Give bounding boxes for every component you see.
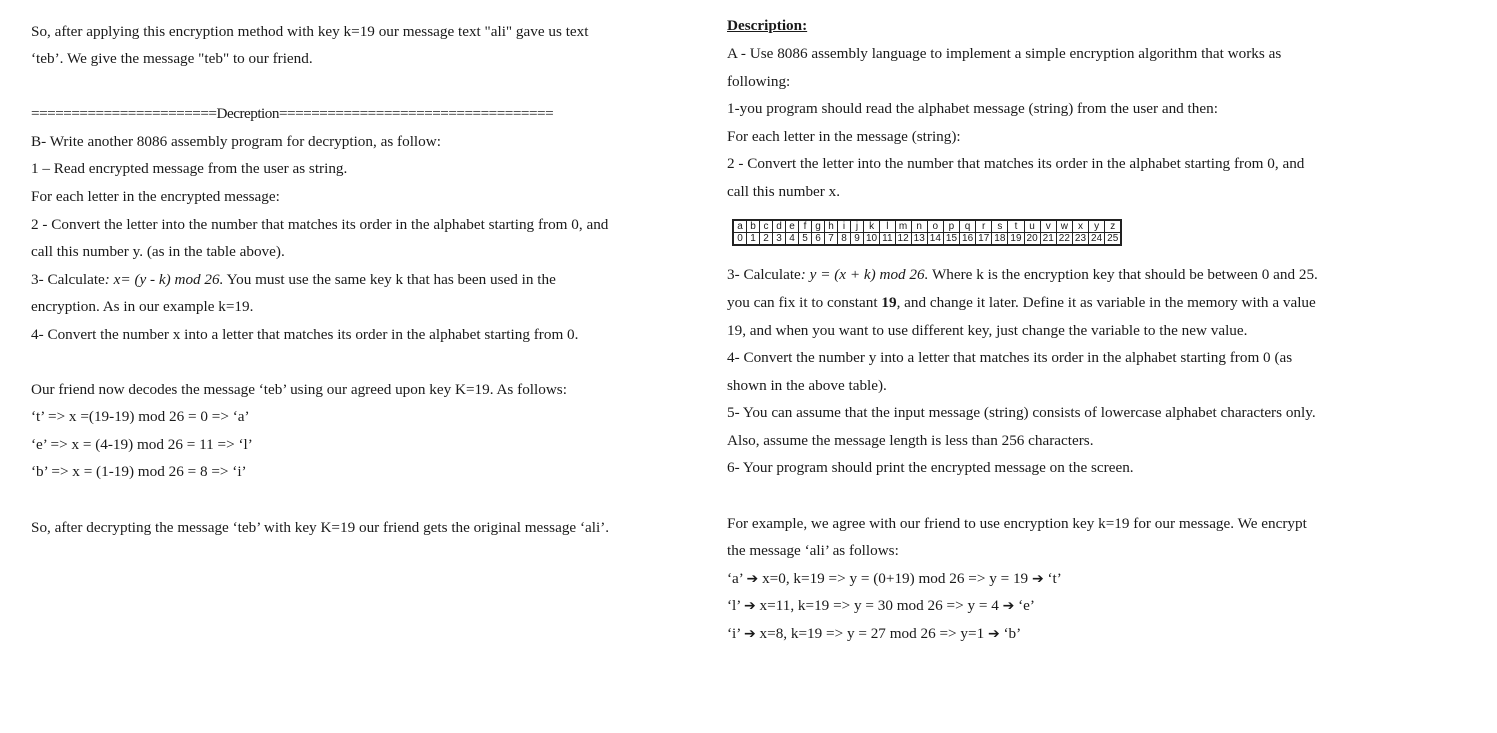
alphabet-number-cell: 6: [812, 233, 825, 246]
ex1-post: ‘t’: [1043, 570, 1062, 587]
part-a-line-1: A - Use 8086 assembly language to implement a simple encryption algorithm that works as: [727, 45, 1282, 62]
alphabet-number-cell: 13: [911, 233, 927, 246]
decrypt-example-2: ‘e’ => x = (4-19) mod 26 = 11 => ‘l’: [31, 436, 253, 453]
decrypt-example-3: ‘b’ => x = (1-19) mod 26 = 8 => ‘i’: [31, 463, 247, 480]
encrypt-step-6: 6- Your program should print the encrypted message on the screen.: [727, 459, 1134, 476]
arrow-icon: ➔: [1002, 598, 1015, 614]
alphabet-number-cell: 14: [927, 233, 943, 246]
decrypt-step-1: 1 – Read encrypted message from the user as string.: [31, 160, 348, 177]
decrypt-step-4: 4- Convert the number x into a letter that matches its order in the alphabet starting from 0.: [31, 326, 579, 343]
alphabet-number-cell: 7: [825, 233, 838, 246]
alphabet-number-cell: 0: [733, 233, 747, 246]
encrypt-step-2-line-1: 2 - Convert the letter into the number that matches its order in the alphabet starting from 0, and: [727, 155, 1305, 172]
summary-decrypt: So, after decrypting the message ‘teb’ with key K=19 our friend gets the original message ‘ali’.: [31, 519, 610, 536]
decrypt-step-2-line-1: 2 - Convert the letter into the number that matches its order in the alphabet starting from 0, and: [31, 216, 609, 233]
alphabet-number-cell: 5: [799, 233, 812, 246]
alphabet-letter-cell: l: [880, 220, 895, 233]
alphabet-letter-cell: y: [1089, 220, 1105, 233]
alphabet-number-cell: 17: [976, 233, 992, 246]
encrypt-example-2: [727, 596, 1035, 616]
s3-prefix: 3- Calculate: [727, 266, 801, 283]
step3-prefix: 3- Calculate: [31, 271, 105, 288]
alphabet-number-cell: 1: [747, 233, 760, 246]
ex3-post: ‘b’: [999, 625, 1022, 642]
alphabet-letter-cell: o: [927, 220, 943, 233]
alphabet-numbers-row: [733, 233, 1121, 246]
alphabet-letter-cell: d: [773, 220, 786, 233]
s3-rest: Where k is the encryption key that should be between 0 and 25.: [928, 266, 1318, 283]
alphabet-letter-cell: p: [943, 220, 959, 233]
decrypt-for-each: For each letter in the encrypted message:: [31, 188, 280, 205]
alphabet-letter-cell: q: [960, 220, 976, 233]
part-a-line-2: following:: [727, 73, 791, 90]
encrypt-example-1: [727, 569, 1062, 589]
summary-encrypt-line-1: So, after applying this encryption method with key k=19 our message text "ali" gave us text: [31, 23, 589, 40]
alphabet-letter-cell: w: [1056, 220, 1072, 233]
alphabet-letter-cell: u: [1024, 220, 1040, 233]
encrypt-step-3-line-3: 19, and when you want to use different key, just change the variable to the new value.: [727, 322, 1248, 339]
ex3-mid: x=8, k=19 => y = 27 mod 26 => y=1: [755, 625, 988, 642]
friend-decodes: Our friend now decodes the message ‘teb’ using our agreed upon key K=19. As follows:: [31, 381, 567, 398]
alphabet-letter-cell: g: [812, 220, 825, 233]
alphabet-letter-cell: n: [911, 220, 927, 233]
encrypt-step-5-line-2: Also, assume the message length is less than 256 characters.: [727, 432, 1094, 449]
ex1-mid: x=0, k=19 => y = (0+19) mod 26 => y = 19: [758, 570, 1032, 587]
alphabet-number-cell: 18: [992, 233, 1008, 246]
alphabet-number-cell: 22: [1056, 233, 1072, 246]
alphabet-number-cell: 19: [1008, 233, 1024, 246]
alphabet-number-cell: 12: [895, 233, 911, 246]
alphabet-number-cell: 21: [1040, 233, 1056, 246]
step3-rest: You must use the same key k that has been used in the: [223, 271, 556, 288]
alphabet-letter-cell: j: [851, 220, 864, 233]
decrypt-step-3-line-2: encryption. As in our example k=19.: [31, 298, 254, 315]
alphabet-letter-cell: v: [1040, 220, 1056, 233]
encrypt-formula: : y = (x + k) mod 26.: [800, 266, 929, 283]
alphabet-number-cell: 10: [864, 233, 880, 246]
key-constant: 19: [881, 294, 897, 311]
encrypt-step-4-line-1: 4- Convert the number y into a letter that matches its order in the alphabet starting from 0 (as: [727, 349, 1293, 366]
alphabet-letter-cell: b: [747, 220, 760, 233]
alphabet-letter-cell: t: [1008, 220, 1024, 233]
alphabet-letter-cell: z: [1105, 220, 1122, 233]
arrow-icon: ➔: [744, 626, 756, 642]
alphabet-letter-cell: r: [976, 220, 992, 233]
separator-right: ==================================: [278, 105, 554, 122]
encrypt-example-3: [727, 624, 1021, 644]
decryption-heading: Decreption: [216, 105, 279, 122]
alphabet-letter-cell: k: [864, 220, 880, 233]
alphabet-letter-cell: f: [799, 220, 812, 233]
alphabet-number-cell: 24: [1089, 233, 1105, 246]
alphabet-letter-cell: a: [733, 220, 747, 233]
ex2-post: ‘e’: [1014, 597, 1035, 614]
alphabet-number-cell: 3: [773, 233, 786, 246]
alphabet-number-cell: 2: [760, 233, 773, 246]
alphabet-table: [732, 219, 1122, 246]
encrypt-for-each: For each letter in the message (string):: [727, 128, 961, 145]
encrypt-step-3-line-2: [727, 293, 1316, 313]
encrypt-step-4-line-2: shown in the above table).: [727, 377, 887, 394]
ex1-pre: ‘a’: [727, 570, 743, 587]
alphabet-number-cell: 8: [838, 233, 851, 246]
arrow-icon: ➔: [1031, 571, 1044, 587]
decrypt-example-1: ‘t’ => x =(19-19) mod 26 = 0 => ‘a’: [31, 408, 250, 425]
example-intro-line-1: For example, we agree with our friend to use encryption key k=19 for our message. We encrypt: [727, 515, 1307, 532]
alphabet-letter-cell: x: [1072, 220, 1088, 233]
alphabet-number-cell: 16: [960, 233, 976, 246]
arrow-icon: ➔: [744, 598, 756, 614]
example-intro-line-2: the message ‘ali’ as follows:: [727, 542, 899, 559]
arrow-icon: ➔: [746, 571, 759, 587]
decryption-separator: [31, 104, 553, 124]
decrypt-formula: : x= (y - k) mod 26.: [104, 271, 224, 288]
alphabet-letter-cell: i: [838, 220, 851, 233]
ex2-pre: ‘l’: [727, 597, 741, 614]
s3b-post: , and change it later. Define it as variable in the memory with a value: [896, 294, 1316, 311]
encrypt-step-3-line-1: [727, 265, 1318, 285]
decrypt-step-2-line-2: call this number y. (as in the table above).: [31, 243, 285, 260]
part-b-title: B- Write another 8086 assembly program for decryption, as follow:: [31, 133, 441, 150]
encrypt-step-2-line-2: call this number x.: [727, 183, 841, 200]
alphabet-number-cell: 9: [851, 233, 864, 246]
alphabet-letters-row: [733, 220, 1121, 233]
ex2-mid: x=11, k=19 => y = 30 mod 26 => y = 4: [755, 597, 1003, 614]
s3b-pre: you can fix it to constant: [727, 294, 882, 311]
alphabet-letter-cell: c: [760, 220, 773, 233]
alphabet-number-cell: 15: [943, 233, 959, 246]
summary-encrypt-line-2: ‘teb’. We give the message "teb" to our friend.: [31, 50, 313, 67]
separator-left: =======================: [31, 105, 217, 122]
alphabet-letter-cell: e: [786, 220, 799, 233]
arrow-icon: ➔: [987, 626, 1000, 642]
alphabet-number-cell: 20: [1024, 233, 1040, 246]
encrypt-step-1: 1-you program should read the alphabet message (string) from the user and then:: [727, 100, 1218, 117]
encrypt-step-5-line-1: 5- You can assume that the input message (string) consists of lowercase alphabet characters only.: [727, 404, 1316, 421]
ex3-pre: ‘i’: [727, 625, 741, 642]
alphabet-letter-cell: s: [992, 220, 1008, 233]
alphabet-number-cell: 4: [786, 233, 799, 246]
alphabet-letter-cell: h: [825, 220, 838, 233]
alphabet-number-cell: 23: [1072, 233, 1088, 246]
decrypt-step-3-line-1: [31, 270, 556, 290]
alphabet-letter-cell: m: [895, 220, 911, 233]
alphabet-number-cell: 11: [880, 233, 895, 246]
alphabet-number-cell: 25: [1105, 233, 1122, 246]
description-heading: Description:: [727, 17, 808, 34]
